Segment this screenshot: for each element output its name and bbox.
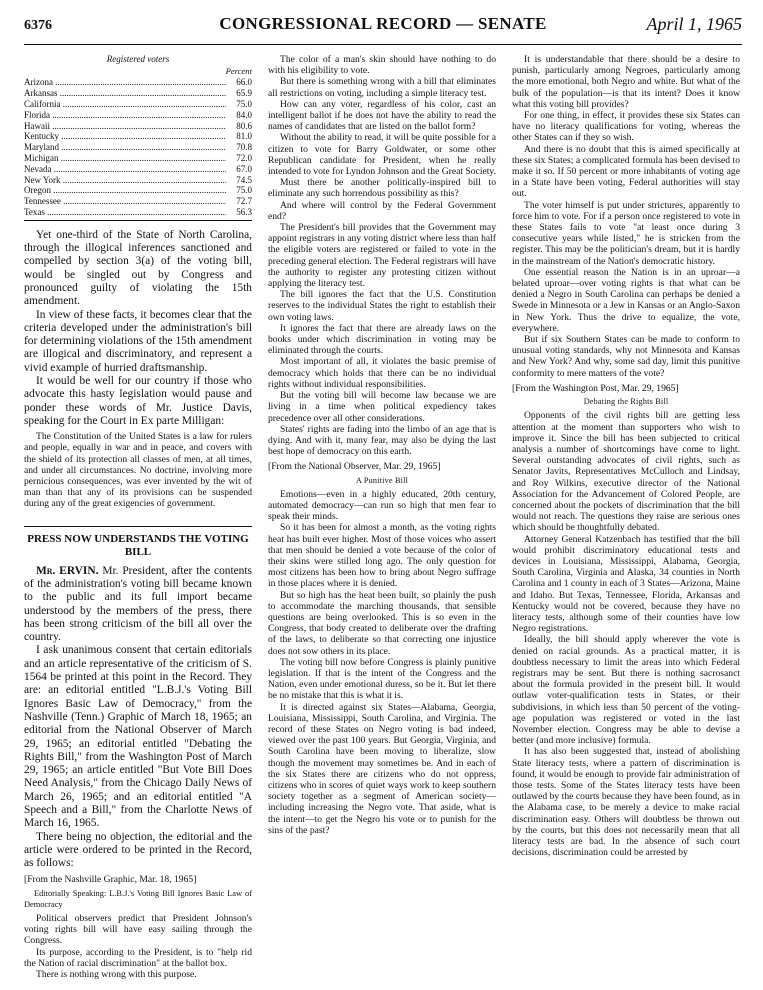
paragraph: The voting bill now before Congress is plainly punitive legislation. If that is the intent of the Congress and the Nation, even under emotional duress, so be it. But let there be no mistake that this is what it is. [268, 656, 496, 702]
paragraph: There is nothing wrong with this purpose. [36, 969, 197, 981]
speaker-name: Mr. ERVIN. [36, 564, 99, 577]
table-row [24, 121, 252, 132]
table-row [24, 142, 252, 153]
paragraph: Attorney General Katzenbach has testified that the bill would prohibit discriminatory educational tests and devices in Louisiana, Mississippi, Alabama, Georgia, South Carolina, Virginia and Alaska, 34 counties in North Carolina and 1 county in each of 3 States—Arizona, Maine and Idaho. But Texas, Tennessee, Florida, Arkansas and Kentucky would not be covered, because they have no literacy tests, although some of their counties have low Negro registrations. [512, 533, 740, 635]
state-name: Florida ..... [24, 110, 226, 121]
source-citation: [From the Nashville Graphic, Mar. 18, 1965] [24, 874, 197, 886]
section-heading: PRESS NOW UNDERSTANDS THE VOTING BILL [24, 526, 252, 559]
table-row [24, 164, 252, 175]
paragraph: It would be well for our country if those who advocate this hasty legislation would pause and ponder these words of Mr. Justice Davis, speaking for the Court in Ex parte Milligan: [24, 375, 252, 427]
paragraph: Political observers predict that President Johnson's voting rights bill will have easy sailing through the Congress. [24, 913, 252, 947]
table-row [24, 99, 252, 110]
source-citation: [From the Washington Post, Mar. 29, 1965] [512, 382, 679, 394]
paragraph: The bill ignores the fact that the U.S. Constitution reserves to the individual States the right to establish their own voting laws. [268, 289, 496, 323]
table-row [24, 110, 252, 121]
paragraph: Most important of all, it violates the basic premise of democracy which holds that there can be no individual rights without individual responsibilities. [268, 356, 496, 390]
state-name: Texas ..... [24, 207, 226, 218]
paragraph: But so high has the heat been built, so plainly the push to accommodate the marching thousands, that sensible questions are being overlooked. This is so even in the Congress, that body created to deliberate over the drafting of the laws, to deliberate so that correcting one injustice does not sow others in its place. [268, 589, 496, 657]
table-column-header: Percent [225, 66, 252, 77]
state-name: New York ..... [24, 175, 226, 186]
percent-value: 70.8 [236, 142, 252, 153]
paragraph: But if six Southern States can be made to conform to unusual voting standards, why not Minnesota and Kansas and New York? And why, some sad day, limit this punitive conformity to mere matters of the vote? [512, 334, 740, 379]
speech-text: Mr. President, after the contents of the administration's voting bill became known to the public and its full import became understood by the members of the press, there has been strong criticism of the bill all over the country. [24, 564, 252, 644]
table-row [24, 185, 252, 196]
state-name: Arkansas ..... [24, 88, 226, 99]
paragraph: It is directed against six States—Alabama, Georgia, Louisiana, Mississippi, South Carolina, and Virginia. The record of these States on Negro voting is bad indeed, viewed over the past 100 years. But Georgia, Virginia, and South Carolina have been moving to liberalize, slow though the movement may sometimes be. And in each of the six States there are citizens who do not oppress, citizens who in scores of quiet ways work to keep southern society together as a segment of American society—including increasing the Negro vote. That aside, what is the intent—to get the Negro his vote or to punish for the sins of the past? [268, 701, 496, 836]
speech-paragraph [24, 565, 252, 645]
paragraph: It ignores the fact that there are already laws on the books under which discrimination in voting may be eliminated through the courts. [268, 322, 496, 357]
column-3 [512, 54, 740, 858]
paragraph: Must there be another politically-inspired bill to eliminate any such horrendous possibility as this? [268, 177, 496, 200]
table-row [24, 77, 252, 88]
percent-value: 81.0 [236, 131, 252, 142]
column-1 [24, 54, 252, 980]
editorial-title: Editorially Speaking: L.B.J.'s Voting Bill Ignores Basic Law of Democracy [24, 888, 252, 909]
page-number: 6376 [24, 18, 52, 33]
paragraph: There being no objection, the editorial and the article were ordered to be printed in the Record, as follows: [24, 830, 252, 870]
state-name: Michigan ..... [24, 153, 226, 164]
state-name: Nevada ..... [24, 164, 226, 175]
state-name: Hawaii ..... [24, 121, 226, 132]
issue-date: April 1, 1965 [646, 14, 742, 34]
percent-value: 80.6 [236, 120, 252, 131]
paragraph: It has also been suggested that, instead of abolishing State literacy tests, where a pattern of discrimination is found, it would be enough to provide fair administration of those tests. Some of the States literacy tests have been outlawed by the courts because they have been found, as in the Alabama case, to be merely a device to make racial discrimination easy. Others will doubtless be thrown out by the courts, but this does not necessarily mean that all literacy tests are bad. In the absence of such court decisions, discrimination could be arrested by [512, 746, 740, 859]
percent-value: 56.3 [236, 206, 252, 217]
page-header [24, 14, 742, 38]
paragraph: Its purpose, according to the President, is to "help rid the Nation of racial discrimination" at the ballot box. [24, 946, 252, 969]
paragraph: The voter himself is put under strictures, apparently to force him to vote. For if a person once registered to vote in these States fails to vote "at least once during 3 consecutive years while listed," he is stricken from the register. This may be the politician's dream, but it is hardly in the mainstream of the Nation's democratic history. [512, 199, 740, 267]
table-row [24, 175, 252, 186]
state-name: Oregon ..... [24, 185, 226, 196]
registered-voters-table [24, 54, 252, 221]
source-citation: [From the National Observer, Mar. 29, 1965] [268, 461, 441, 473]
percent-value: 67.0 [236, 163, 252, 174]
paragraph: So it has been for almost a month, as the voting rights heat has built ever higher. Most of those voices who assert that men should be denied a vote because of the color of their skins were stilled long ago. The only question for most citizens has been how to bring about Negro suffrage in those places where it is denied. [268, 522, 496, 590]
editorial-title: Debating the Rights Bill [583, 397, 669, 407]
paragraph: It is understandable that there should be a desire to punish, particularly among Negroes, particularly among the more emotional, both Negro and white. But what of the bulk of the population—is that its intent? Does it know what this voting bill provides? [512, 54, 740, 110]
table-row [24, 207, 252, 218]
percent-value: 66.0 [236, 77, 252, 88]
paragraph: Yet one-third of the State of North Carolina, through the illogical inferences sanctioned and compelled by section 3(a) of the voting bill, would be singled out by Congress and pronounced guilty of violating the 15th amendment. [24, 228, 252, 308]
table-row [24, 153, 252, 164]
state-name: Maryland ..... [24, 142, 226, 153]
state-name: Arizona ..... [24, 77, 226, 88]
paragraph: One essential reason the Nation is in an uproar—a belated uproar—over voting rights is that what can be denied a Negro in South Carolina can perhaps be denied a Swede in Minnesota or a Jew in Kansas or an Anglo-Saxon in New York. Thus the drive to equalize, the vote, everywhere. [512, 266, 740, 334]
percent-value: 84.0 [236, 109, 252, 120]
paragraph: Ideally, the bill should apply wherever the vote is denied on racial grounds. As a practical matter, it is doubtless necessary to limit the areas into which Federal registrars may be sent. But there is nothing sacrosanct about the formula provided in the present bill. It would outlaw voter-qualification tests in States, or their subdivisions, in which less than 50 percent of the voting-age population was registered or voted in the last November election. Congress may be able to devise a better (and more inclusive) formula. [512, 634, 740, 747]
paragraph: And where will control by the Federal Government end? [268, 199, 496, 222]
paragraph: I ask unanimous consent that certain editorials and an article representative of the criticism of S. 1564 be printed at this point in the Record. They are: an editorial entitled "L.B.J.'s Voting Bill Ignores Basic Law of Democracy," from the Nashville (Tenn.) Graphic of March 18, 1965; an editorial from the National Observer of March 29, 1965; an editorial entitled "Debating the Rights Bill," from the Washington Post of March 29, 1965; an article entitled "But Vote Bill Does Need Analysis," from the Chicago Daily News of March 26, 1965; and an editorial entitled "A Speech and a Bill," from the Charlotte News of March 16, 1965. [24, 644, 252, 830]
percent-value: 72.0 [236, 152, 252, 163]
paragraph: States' rights are fading into the limbo of an age that is dying. And with it, many fear, may also be dying the last best hope of democracy on this earth. [268, 423, 496, 458]
paragraph: But the voting bill will become law because we are living in a time when political expediency takes precedence over all other considerations. [268, 390, 496, 424]
table-caption: Registered voters [106, 54, 170, 64]
paragraph: In view of these facts, it becomes clear that the criteria developed under the administration's bill for determining violations of the 15th amendment are illogical and discriminatory, and represent a vivid example of hurried draftsmanship. [24, 308, 252, 374]
table-divider [24, 220, 252, 221]
percent-value: 72.7 [236, 196, 252, 207]
paragraph: Opponents of the civil rights bill are getting less attention at the moment than supporters who wish to improve it. Since the bill has been subjected to critical analysis a number of shortcomings have come to light. Several outstanding advocates of civil rights, such as Senator Javits, Representatives McCulloch and Lindsay, and Roy Wilkins, executive director of the National Association for the Advancement of Colored People, are concerned about the pockets of discrimination that the bill would not reach. The questions they raise are serious ones which should be thoughtfully debated. [512, 410, 740, 534]
percent-value: 75.0 [236, 99, 252, 109]
paragraph: The President's bill provides that the Government may appoint registrars in any voting district where less than half the eligible voters are registered or failed to vote in the preceding general election. The Federal registrars will have the authority to register any protesting citizen without applying the literacy test. [268, 222, 496, 290]
state-name: California ..... [24, 99, 226, 110]
block-quote: The Constitution of the United States is a law for rulers and people, equally in war and in peace, and covers with the shield of its protection all classes of men, at all times, and under all circumstances. No doctrine, involving more pernicious consequences, was ever invented by the wit of man than that any of its provisions can be suspended during any of the great exigencies of government. [24, 431, 252, 510]
column-2 [268, 54, 496, 836]
paragraph: For one thing, in effect, it provides these six States can have no literacy qualifications for voting, whereas the other States can if they so wish. [512, 110, 740, 144]
masthead: CONGRESSIONAL RECORD — SENATE [219, 14, 547, 33]
header-rule [24, 44, 742, 45]
editorial-title: A Punitive Bill [355, 475, 409, 485]
table-row [24, 131, 252, 142]
state-name: Tennessee ..... [24, 196, 226, 207]
paragraph: But there is something wrong with a bill that eliminates all restrictions on voting, including a simple literacy test. [268, 76, 496, 99]
percent-value: 74.5 [236, 174, 252, 185]
paragraph: Without the ability to read, it will be quite possible for a citizen to vote for Barry Goldwater, or some other Republican candidate for President, when he really intended to vote for Lyndon Johnson and the Great Society. [268, 132, 496, 178]
table-row [24, 196, 252, 207]
percent-value: 75.0 [236, 185, 252, 196]
paragraph: How can any voter, regardless of his color, cast an intelligent ballot if he does not have the ability to read the names of candidates that are listed on the ballot form? [268, 98, 496, 133]
paragraph: Emotions—even in a highly educated, 20th century, automated democracy—can run so high that men fear to speak their minds. [268, 488, 496, 523]
paragraph: The color of a man's skin should have nothing to do with his eligibility to vote. [268, 54, 496, 77]
table-row [24, 88, 252, 99]
percent-value: 65.9 [236, 88, 252, 99]
paragraph: And there is no doubt that this is aimed specifically at these six States; a complicated formula has been devised to make it so. If 50 percent or more inhabitants of voting age in a State have been voting, Federal authorities will stay out. [512, 143, 740, 200]
state-name: Kentucky ..... [24, 131, 226, 142]
